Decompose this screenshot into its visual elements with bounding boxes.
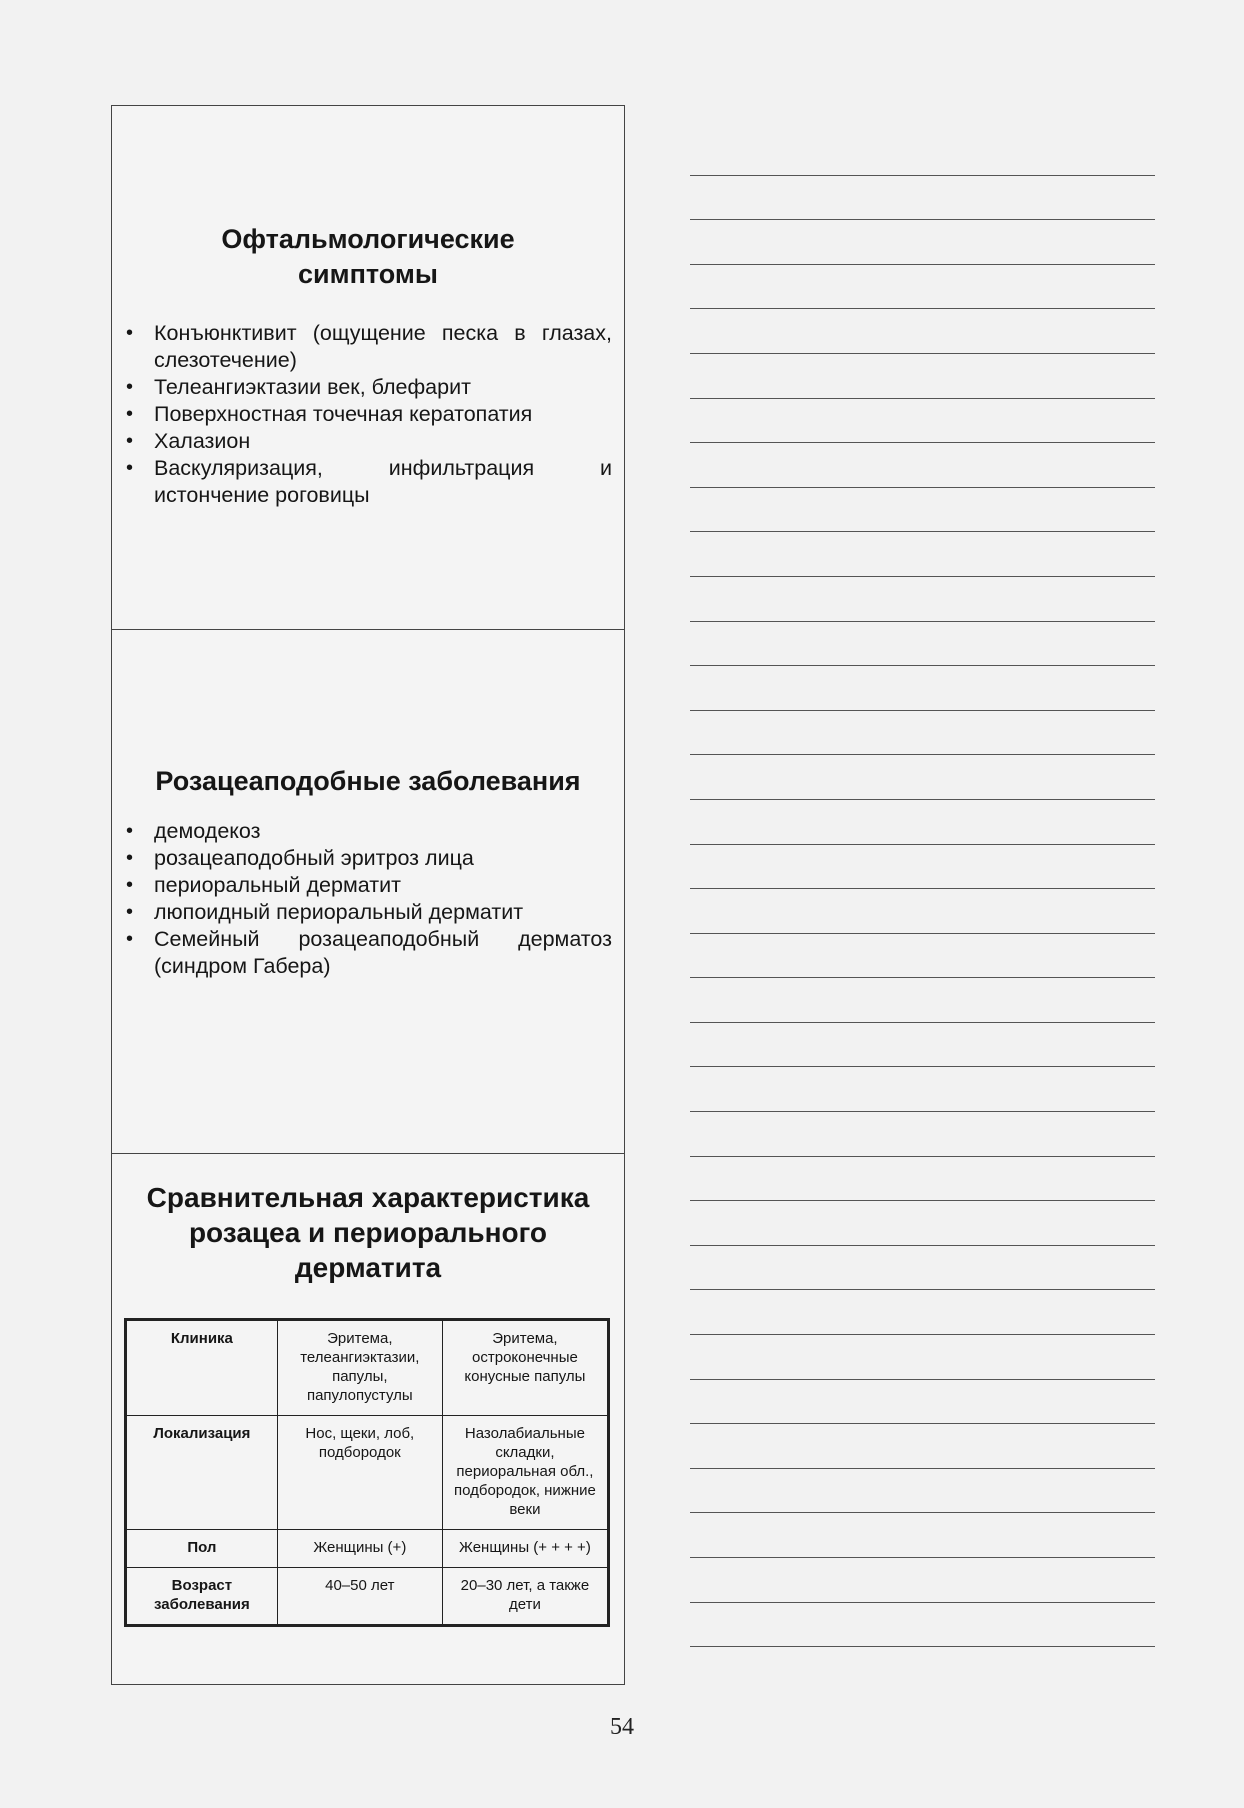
- page-number: 54: [610, 1714, 634, 1740]
- note-line: [690, 1023, 1155, 1068]
- note-line: [690, 1424, 1155, 1469]
- bullet-list: [124, 818, 612, 980]
- note-line: [690, 354, 1155, 399]
- title-line: дерматита: [294, 1252, 442, 1283]
- bullet-item: • Поверхностная точечная кератопатия: [124, 401, 612, 428]
- note-line: [690, 1380, 1155, 1425]
- note-line: [690, 265, 1155, 310]
- slide-comparison: [112, 1154, 624, 1684]
- bullet-item: • Семейный розацеаподобный дерматоз (синдром Габера): [124, 926, 612, 980]
- note-line: [690, 220, 1155, 265]
- note-line: [690, 532, 1155, 577]
- note-line: [690, 1335, 1155, 1380]
- table-row: [126, 1320, 609, 1416]
- note-line: [690, 488, 1155, 533]
- slide-ophthalmic-symptoms: [112, 106, 624, 630]
- note-line: [690, 1513, 1155, 1558]
- slide-rosacea-like-diseases: [112, 630, 624, 1154]
- title-line: Офтальмологические: [221, 224, 515, 254]
- slide-title: [112, 222, 624, 292]
- table-row: [126, 1530, 609, 1568]
- note-line: [690, 131, 1155, 176]
- note-line: [690, 399, 1155, 444]
- slides-column: [111, 105, 625, 1685]
- row-header: Локализация: [126, 1416, 278, 1530]
- bullet-list: [124, 320, 612, 509]
- bullet-item: • Халазион: [124, 428, 612, 455]
- bullet-item: • периоральный дерматит: [124, 872, 612, 899]
- note-line: [690, 1067, 1155, 1112]
- bullet-item: • люпоидный периоральный дерматит: [124, 899, 612, 926]
- row-header: Возраст заболевания: [126, 1568, 278, 1626]
- table-cell: Женщины (+): [277, 1530, 442, 1568]
- bullet-item: • Конъюнктивит (ощущение песка в глазах, слезотечение): [124, 320, 612, 374]
- table-cell: Эритема, остроконечные конусные папулы: [442, 1320, 608, 1416]
- note-line: [690, 1469, 1155, 1514]
- note-line: [690, 309, 1155, 354]
- title-line: Сравнительная характеристика: [146, 1182, 590, 1213]
- row-header: Пол: [126, 1530, 278, 1568]
- title-line: симптомы: [298, 259, 438, 289]
- note-line: [690, 666, 1155, 711]
- note-line: [690, 622, 1155, 667]
- note-line: [690, 443, 1155, 488]
- note-line: [690, 1157, 1155, 1202]
- table-cell: Нос, щеки, лоб, подбородок: [277, 1416, 442, 1530]
- note-line: [690, 176, 1155, 221]
- comparison-table: [124, 1318, 610, 1627]
- note-line: [690, 978, 1155, 1023]
- table-cell: Назолабиальные складки, периоральная обл., подбородок, нижние веки: [442, 1416, 608, 1530]
- bullet-item: • демодекоз: [124, 818, 612, 845]
- note-line: [690, 1246, 1155, 1291]
- slide-title: [112, 764, 624, 799]
- notes-lines: [690, 131, 1155, 1647]
- note-line: [690, 845, 1155, 890]
- note-line: [690, 1290, 1155, 1335]
- table-row: [126, 1568, 609, 1626]
- note-line: [690, 1603, 1155, 1648]
- table-cell: Женщины (+ + + +): [442, 1530, 608, 1568]
- bullet-item: • Васкуляризация, инфильтрация и истончение роговицы: [124, 455, 612, 509]
- note-line: [690, 934, 1155, 979]
- note-line: [690, 755, 1155, 800]
- row-header: Клиника: [126, 1320, 278, 1416]
- note-line: [690, 1201, 1155, 1246]
- table-cell: 20–30 лет, а также дети: [442, 1568, 608, 1626]
- bullet-item: • розацеаподобный эритроз лица: [124, 845, 612, 872]
- title-line: Розацеаподобные заболевания: [155, 766, 581, 796]
- title-line: розацеа и периорального: [188, 1217, 548, 1248]
- note-line: [690, 711, 1155, 756]
- note-line: [690, 577, 1155, 622]
- note-line: [690, 889, 1155, 934]
- table-cell: 40–50 лет: [277, 1568, 442, 1626]
- table-cell: Эритема, телеангиэктазии, папулы, папулопустулы: [277, 1320, 442, 1416]
- bullet-item: • Телеангиэктазии век, блефарит: [124, 374, 612, 401]
- note-line: [690, 800, 1155, 845]
- note-line: [690, 1558, 1155, 1603]
- slide-title: [112, 1180, 624, 1285]
- note-line: [690, 1112, 1155, 1157]
- table-row: [126, 1416, 609, 1530]
